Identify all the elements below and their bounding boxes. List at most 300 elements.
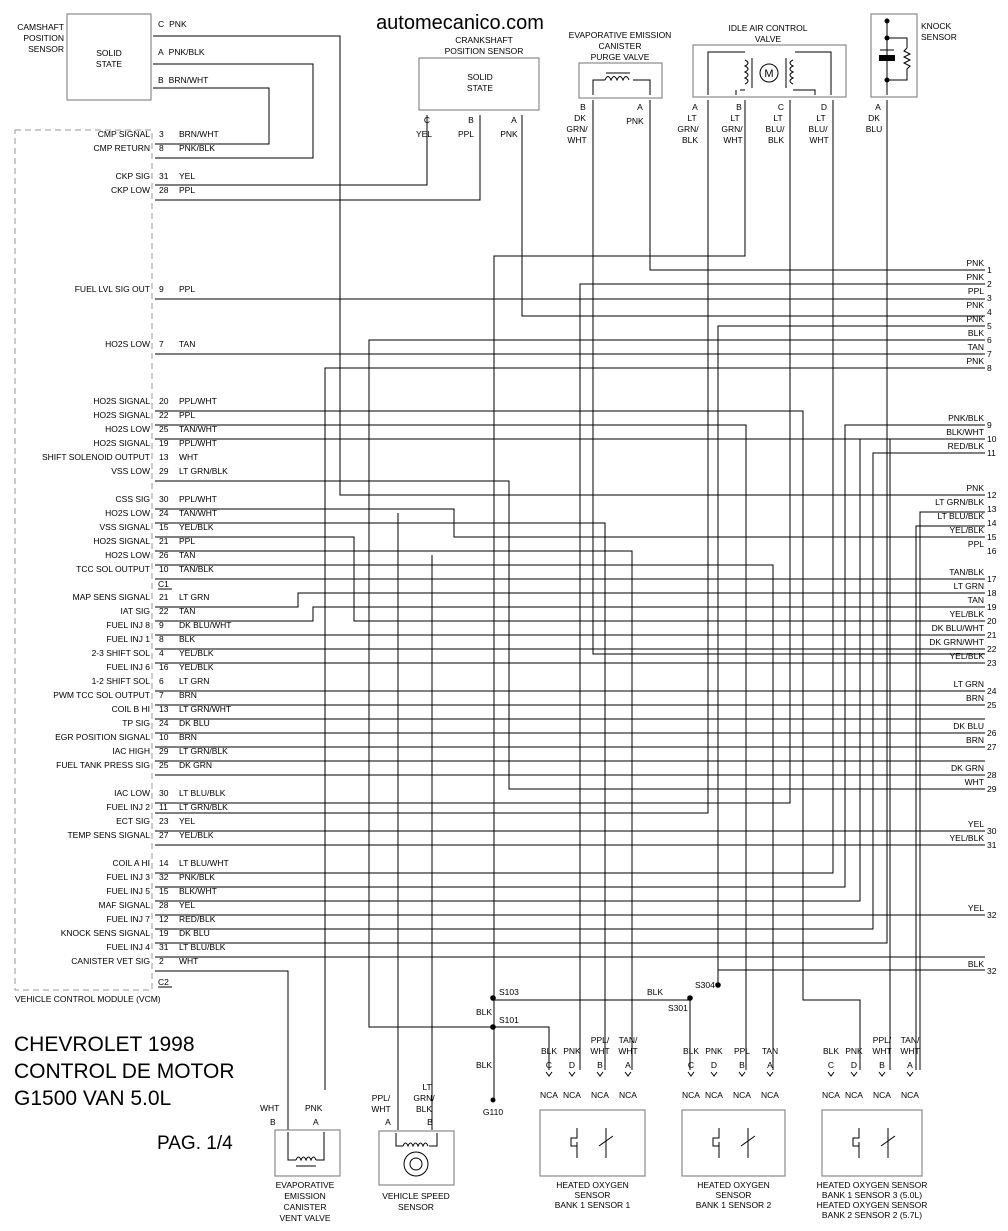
right-wire-number: 31 — [987, 840, 997, 850]
vcm-signal-label: EGR POSITION SIGNAL — [55, 732, 150, 742]
o2-pin-letter: D — [710, 1060, 718, 1070]
vcm-pin-number: 11 — [159, 802, 168, 812]
vcm-signal-label: ECT SIG — [116, 816, 150, 826]
right-wire-color: DK GRN/WHT — [929, 637, 984, 647]
vcm-pin-number: 15 — [159, 886, 169, 896]
iac-color-c-3: BLK — [767, 135, 785, 145]
knock-sensor — [866, 14, 957, 134]
purge-color-b-3: WHT — [567, 135, 587, 145]
o2-nca-label: NCA — [591, 1090, 609, 1100]
vcm-wire-color: LT GRN/BLK — [179, 466, 228, 476]
knock-color-1: DK — [868, 113, 880, 123]
right-wire-number: 21 — [987, 630, 997, 640]
wire — [494, 100, 745, 1000]
right-wire-number: 32 — [987, 910, 997, 920]
purge-name-3: PURGE VALVE — [590, 52, 650, 62]
vcm-wire-color: DK BLU/WHT — [179, 620, 232, 630]
vcm-wire-color: YEL — [179, 900, 196, 910]
right-wire-color: PPL — [967, 286, 984, 296]
right-wire-color: PNK — [966, 314, 984, 324]
splice-s103-dot — [490, 995, 496, 1001]
vcm-signal-label: 1-2 SHIFT SOL — [91, 676, 150, 686]
o2-element-icon — [741, 1128, 755, 1158]
vcm-signal-label: HO2S LOW — [105, 508, 150, 518]
right-wire-number: 30 — [987, 826, 997, 836]
vcm-wire-color: DK GRN — [179, 760, 213, 770]
camshaft-name-1: CAMSHAFT — [17, 22, 64, 32]
vcm-pin-number: 16 — [159, 662, 169, 672]
o2-sensor-name: SENSOR — [715, 1190, 752, 1200]
purge-internal-wiring — [593, 80, 650, 95]
right-wire-color: LT GRN/BLK — [935, 497, 984, 507]
right-wire-color: DK BLU/WHT — [931, 623, 984, 633]
crankshaft-pin-a: A — [511, 115, 517, 125]
o2-element-icon — [599, 1128, 613, 1158]
right-wire-color: PNK — [966, 483, 984, 493]
purge-name-2: CANISTER — [598, 41, 642, 51]
vcm-wire-color: BRN — [179, 732, 197, 742]
vcm-signal-label: HO2S SIGNAL — [93, 396, 150, 406]
vss-name-1: VEHICLE SPEED — [382, 1191, 450, 1201]
splice-s304-label: S304 — [695, 980, 715, 990]
vcm-wire-color: WHT — [179, 956, 199, 966]
vcm-wire-color: TAN/WHT — [179, 424, 218, 434]
vcm-signal-label: HO2S LOW — [105, 550, 150, 560]
vcm-pin-number: 29 — [159, 466, 169, 476]
vcm-pin-number: 9 — [159, 284, 164, 294]
o2-pin-letter: D — [850, 1060, 858, 1070]
o2-nca-label: NCA — [901, 1090, 919, 1100]
vcm-signal-label: MAP SENS SIGNAL — [72, 592, 150, 602]
iac-coil-left-icon — [745, 60, 748, 84]
o2-sensor-name: BANK 1 SENSOR 2 — [695, 1200, 772, 1210]
right-wire-color: BLK — [967, 328, 984, 338]
right-wire-number: 3 — [987, 293, 992, 303]
vcm-wire-color: LT GRN/BLK — [179, 746, 228, 756]
vcm-signal-label: SHIFT SOLENOID OUTPUT — [42, 452, 150, 462]
vcm-pin-number: 22 — [159, 410, 169, 420]
vcm-connector-c2: C2 — [158, 977, 169, 987]
vcm-wire-color: LT GRN/BLK — [179, 802, 228, 812]
vcm-signal-label: VSS SIGNAL — [99, 522, 150, 532]
vent-name-4: VENT VALVE — [279, 1213, 331, 1223]
iac-color-a-2: GRN/ — [677, 124, 699, 134]
o2-pin-letter: B — [597, 1060, 603, 1070]
o2-pin-terminal-icon — [625, 1072, 631, 1076]
o2-nca-label: NCA — [822, 1090, 840, 1100]
vcm-signal-label: FUEL TANK PRESS SIG — [56, 760, 150, 770]
o2-nca-label: NCA — [705, 1090, 723, 1100]
site-watermark: automecanico.com — [376, 12, 544, 34]
vcm-wire-color: BRN/WHT — [179, 129, 219, 139]
vcm-signal-label: IAT SIG — [120, 606, 150, 616]
vcm-wire-color: YEL/BLK — [179, 648, 214, 658]
knock-node-mid — [885, 36, 890, 41]
right-wire-number: 1 — [987, 265, 992, 275]
o2-wire-color: WHT — [872, 1046, 892, 1056]
vcm-signal-label: TCC SOL OUTPUT — [76, 564, 150, 574]
right-wire-number: 9 — [987, 420, 992, 430]
vcm-pin-number: 8 — [159, 143, 164, 153]
title-line-3: G1500 VAN 5.0L — [14, 1087, 172, 1110]
vcm-signal-label: HO2S SIGNAL — [93, 438, 150, 448]
vss-color-a-1: PPL/ — [371, 1093, 391, 1103]
right-wire-color: PNK — [966, 258, 984, 268]
splice-blk-label-lower: BLK — [476, 1060, 493, 1070]
vcm-wire-color: TAN/BLK — [179, 564, 214, 574]
vcm-pin-number: 2 — [159, 956, 164, 966]
heated-oxygen-sensor — [817, 1035, 928, 1220]
wire — [718, 970, 985, 985]
splice-blk-wire-label: BLK — [647, 987, 664, 997]
vcm-pin-number: 10 — [159, 564, 169, 574]
right-wire-color: YEL — [967, 903, 984, 913]
vcm-pin-number: 19 — [159, 438, 169, 448]
vent-box — [275, 1130, 340, 1176]
o2-pin-letter: B — [879, 1060, 885, 1070]
crankshaft-color-c: YEL — [415, 129, 433, 139]
right-wire-number: 22 — [987, 644, 997, 654]
right-wire-number: 6 — [987, 335, 992, 345]
vcm-signal-label: VSS LOW — [111, 466, 150, 476]
o2-sensor-name: SENSOR — [574, 1190, 611, 1200]
o2-wire-color: WHT — [618, 1046, 638, 1056]
camshaft-body-1: SOLID — [96, 48, 122, 58]
vcm-wire-color: TAN — [179, 550, 196, 560]
vcm-wire-color: DK BLU — [179, 718, 210, 728]
iac-color-a-3: BLK — [681, 135, 699, 145]
right-wire-number: 11 — [987, 448, 996, 458]
vcm-wire-color: PNK/BLK — [179, 143, 215, 153]
purge-pin-b: B — [580, 102, 586, 112]
o2-sensor-name: BANK 1 SENSOR 3 (5.0L) — [821, 1190, 923, 1200]
right-harness-labels — [929, 258, 997, 976]
evap-vent-valve — [260, 1103, 340, 1223]
vcm-signal-label: CMP SIGNAL — [97, 129, 150, 139]
vcm-label: VEHICLE CONTROL MODULE (VCM) — [15, 994, 161, 1004]
vss-coil-icon — [403, 1143, 428, 1146]
iac-color-b-2: GRN/ — [721, 124, 743, 134]
vcm-pin-number: 22 — [159, 606, 169, 616]
iac-pin-c: C — [777, 102, 785, 112]
o2-nca-label: NCA — [733, 1090, 751, 1100]
right-wire-color: PNK — [966, 272, 984, 282]
o2-pin-letter: C — [827, 1060, 835, 1070]
iac-pin-b: B — [736, 102, 742, 112]
iac-name-1: IDLE AIR CONTROL — [728, 23, 808, 33]
vcm-signal-label: HO2S SIGNAL — [93, 536, 150, 546]
right-wire-number: 7 — [987, 349, 992, 359]
o2-pin-letter: C — [687, 1060, 695, 1070]
right-wire-color: TAN/BLK — [949, 567, 984, 577]
vcm-wire-color: YEL/BLK — [179, 830, 214, 840]
vcm-signal-label: CKP SIG — [115, 171, 150, 181]
right-wire-number: 4 — [987, 307, 992, 317]
o2-pin-terminal-icon — [907, 1072, 913, 1076]
heated-oxygen-sensor — [682, 1046, 785, 1210]
vcm-signal-label: IAC LOW — [114, 788, 150, 798]
camshaft-body-2: STATE — [95, 59, 123, 69]
vcm-wire-color: PPL/WHT — [179, 494, 217, 504]
o2-pin-terminal-icon — [569, 1072, 575, 1076]
right-wire-number: 19 — [987, 602, 997, 612]
knock-color-2: BLU — [865, 124, 883, 134]
o2-sensor-box — [682, 1110, 785, 1176]
right-wire-color: YEL — [967, 819, 984, 829]
camshaft-position-sensor — [17, 14, 208, 100]
vcm-pin-number: 4 — [159, 648, 164, 658]
vcm-wire-color: WHT — [179, 452, 199, 462]
vcm-pin-number: 24 — [159, 508, 169, 518]
wire — [153, 36, 985, 495]
right-wire-color: PPL — [967, 539, 984, 549]
o2-wire-color: BLK — [540, 1046, 558, 1056]
vcm-signal-label: TEMP SENS SIGNAL — [67, 830, 150, 840]
vcm-pin-number: 30 — [159, 494, 169, 504]
right-wire-color: YEL/BLK — [949, 609, 984, 619]
vss-rotor-hub-icon — [410, 1158, 422, 1170]
camshaft-pin-b: B BRN/WHT — [158, 75, 209, 85]
o2-pin-letter: A — [625, 1060, 631, 1070]
heated-oxygen-sensors — [540, 1035, 927, 1220]
purge-color-b-2: GRN/ — [566, 124, 588, 134]
knock-node-top — [885, 19, 890, 24]
vcm-wire-color: LT GRN — [179, 676, 210, 686]
crankshaft-pin-c: C — [423, 115, 431, 125]
wire — [155, 439, 985, 901]
vcm-signal-label: TP SIG — [122, 718, 150, 728]
vcm-pin-number: 8 — [159, 634, 164, 644]
right-wire-number: 15 — [987, 532, 997, 542]
o2-nca-label: NCA — [761, 1090, 779, 1100]
iac-color-b-1: LT — [730, 113, 740, 123]
right-wire-color: TAN — [967, 595, 984, 605]
knock-pin-a: A — [875, 102, 881, 112]
vent-color-b: WHT — [260, 1103, 280, 1113]
o2-sensor-box — [822, 1110, 922, 1176]
vcm-wire-color: PPL — [179, 536, 196, 546]
knock-name-2: SENSOR — [921, 32, 957, 42]
o2-sensor-name: HEATED OXYGEN — [697, 1180, 770, 1190]
vcm-signal-label: COIL B HI — [111, 704, 150, 714]
o2-pin-terminal-icon — [688, 1072, 694, 1076]
vcm-pin-number: 10 — [159, 732, 169, 742]
vcm-wire-color: YEL/BLK — [179, 662, 214, 672]
o2-wire-color: TAN/ — [618, 1035, 638, 1045]
vcm-pin-number: 7 — [159, 339, 164, 349]
vcm-signal-label: FUEL INJ 7 — [106, 914, 150, 924]
o2-pin-letter: C — [545, 1060, 553, 1070]
vcm-pin-number: 21 — [159, 536, 169, 546]
purge-color-b-1: DK — [574, 113, 586, 123]
right-wire-number: 2 — [987, 279, 992, 289]
vcm-signal-label: PWM TCC SOL OUTPUT — [53, 690, 150, 700]
crankshaft-name-2: POSITION SENSOR — [444, 46, 524, 56]
vcm-signal-label: HO2S LOW — [105, 339, 150, 349]
camshaft-name-3: SENSOR — [28, 44, 64, 54]
wire — [155, 565, 773, 1070]
vcm-pin-number: 31 — [159, 171, 169, 181]
splice-s304-dot — [715, 982, 721, 988]
wire — [155, 439, 890, 1070]
right-wire-number: 18 — [987, 588, 997, 598]
vcm-signal-label: CKP LOW — [110, 185, 150, 195]
vcm-signal-label: FUEL INJ 2 — [106, 802, 150, 812]
purge-name-1: EVAPORATIVE EMISSION — [568, 30, 672, 40]
right-wire-number: 16 — [987, 546, 997, 556]
iac-color-a-1: LT — [687, 113, 697, 123]
vcm-signal-label: FUEL INJ 6 — [106, 662, 150, 672]
vent-color-a: PNK — [305, 1103, 323, 1113]
purge-color-a: PNK — [626, 116, 644, 126]
vcm-wire-color: DK BLU — [179, 928, 210, 938]
o2-pin-terminal-icon — [711, 1072, 717, 1076]
page-label: PAG. 1/4 — [157, 1133, 233, 1154]
vcm-wire-color: PPL — [179, 185, 196, 195]
vcm-terminal-rows — [42, 129, 231, 966]
wire — [580, 284, 985, 1070]
vcm-wire-color: BRN — [179, 690, 197, 700]
o2-wire-color: TAN — [761, 1046, 779, 1056]
o2-nca-label: NCA — [845, 1090, 863, 1100]
right-wire-color: WHT — [964, 777, 984, 787]
vss-color-b-2: GRN/ — [413, 1093, 435, 1103]
vcm-pin-number: 24 — [159, 718, 169, 728]
crankshaft-body-1: SOLID — [467, 72, 493, 82]
vcm-pin-number: 30 — [159, 788, 169, 798]
vss-name-2: SENSOR — [398, 1202, 434, 1212]
vcm-signal-label: 2-3 SHIFT SOL — [91, 648, 150, 658]
title-line-2: CONTROL DE MOTOR — [14, 1060, 235, 1083]
vcm-wire-color: BLK/WHT — [179, 886, 217, 896]
knock-crystal-icon — [879, 55, 895, 61]
vcm-pin-number: 14 — [159, 858, 169, 868]
vcm-wire-color: TAN — [179, 339, 196, 349]
o2-nca-label: NCA — [540, 1090, 558, 1100]
o2-wire-color: WHT — [590, 1046, 610, 1056]
camshaft-name-2: POSITION — [23, 33, 64, 43]
vcm-wire-color: LT BLU/WHT — [179, 858, 229, 868]
vss-pin-a: A — [385, 1117, 391, 1127]
vcm-signal-label: CANISTER VET SIG — [71, 956, 150, 966]
o2-pin-terminal-icon — [546, 1072, 552, 1076]
vcm-pin-number: 23 — [159, 816, 169, 826]
o2-pin-letter: A — [767, 1060, 773, 1070]
vcm-wire-color: LT BLU/BLK — [179, 788, 226, 798]
vcm-signal-label: FUEL INJ 3 — [106, 872, 150, 882]
o2-nca-label: NCA — [563, 1090, 581, 1100]
vcm-wire-color: PPL/WHT — [179, 396, 217, 406]
wire — [522, 115, 985, 316]
right-wire-number: 8 — [987, 363, 992, 373]
crankshaft-color-b: PPL — [457, 129, 475, 139]
vcm-wire-color: LT GRN — [179, 592, 210, 602]
vcm-pin-number: 25 — [159, 760, 169, 770]
right-wire-color: PNK — [966, 300, 984, 310]
vcm-wire-color: PPL — [179, 284, 196, 294]
vent-name-3: CANISTER — [283, 1202, 327, 1212]
vcm-wire-color: PPL/WHT — [179, 438, 217, 448]
vcm-pin-number: 19 — [159, 928, 169, 938]
vcm-pin-number: 31 — [159, 942, 169, 952]
o2-wire-color: PNK — [563, 1046, 581, 1056]
knock-name-1: KNOCK — [921, 21, 952, 31]
o2-wire-color: BLK — [682, 1046, 700, 1056]
title-line-1: CHEVROLET 1998 — [14, 1033, 195, 1056]
o2-wire-color: WHT — [900, 1046, 920, 1056]
right-wire-number: 23 — [987, 658, 997, 668]
vcm-pin-number: 25 — [159, 424, 169, 434]
right-wire-color: BRN — [966, 735, 984, 745]
vcm-pin-number: 3 — [159, 129, 164, 139]
vcm-pin-number: 13 — [159, 704, 169, 714]
vcm-signal-label: KNOCK SENS SIGNAL — [60, 928, 150, 938]
vent-coil-icon — [296, 1157, 316, 1160]
vcm-wire-color: TAN/WHT — [179, 508, 218, 518]
o2-wire-color: PPL — [733, 1046, 751, 1056]
o2-pin-terminal-icon — [597, 1072, 603, 1076]
iac-color-d-1: LT — [816, 113, 826, 123]
iac-motor-label: M — [764, 68, 774, 80]
purge-coil-icon — [605, 77, 629, 81]
o2-wire-color: PNK — [705, 1046, 723, 1056]
vcm-wire-color: PNK/BLK — [179, 872, 215, 882]
o2-heater-icon — [713, 1128, 719, 1158]
o2-wire-color: PPL/ — [872, 1035, 892, 1045]
vehicle-speed-sensor — [371, 1082, 454, 1212]
crankshaft-color-a: PNK — [500, 129, 518, 139]
right-wire-color: BLK — [967, 959, 984, 969]
wire — [916, 526, 985, 1070]
o2-element-icon — [881, 1128, 895, 1158]
o2-heater-icon — [571, 1128, 577, 1158]
vcm-pin-number: 28 — [159, 185, 169, 195]
vcm-wire-color: RED/BLK — [179, 914, 216, 924]
vcm-signal-label: HO2S SIGNAL — [93, 410, 150, 420]
right-wire-color: BRN — [966, 693, 984, 703]
o2-pin-terminal-icon — [767, 1072, 773, 1076]
right-wire-number: 28 — [987, 770, 997, 780]
vcm-pin-number: 29 — [159, 746, 169, 756]
vcm-connector-c1: C1 — [158, 579, 169, 589]
o2-pin-terminal-icon — [851, 1072, 857, 1076]
crankshaft-name-1: CRANKSHAFT — [455, 35, 513, 45]
purge-valve — [566, 30, 671, 145]
iac-color-b-3: WHT — [723, 135, 743, 145]
o2-sensor-name: HEATED OXYGEN — [556, 1180, 629, 1190]
crankshaft-position-sensor — [416, 35, 539, 139]
right-wire-number: 13 — [987, 504, 997, 514]
splice-s301-dot — [687, 995, 693, 1001]
right-wire-color: YEL/BLK — [949, 833, 984, 843]
vss-color-b-1: LT — [422, 1082, 432, 1092]
vcm-pin-number: 20 — [159, 396, 169, 406]
right-wire-number: 32 — [987, 966, 997, 976]
right-wire-color: DK BLU — [953, 721, 984, 731]
o2-wire-color: PNK — [845, 1046, 863, 1056]
vcm-signal-label: FUEL INJ 4 — [106, 942, 150, 952]
vcm-pin-number: 21 — [159, 592, 169, 602]
vcm-pin-number: 32 — [159, 872, 169, 882]
right-wire-number: 17 — [987, 574, 997, 584]
iac-color-c-2: BLU/ — [765, 124, 785, 134]
o2-heater-icon — [853, 1128, 859, 1158]
wire — [155, 100, 887, 943]
right-wire-number: 14 — [987, 518, 997, 528]
crankshaft-pin-b: B — [468, 115, 474, 125]
right-wire-number: 12 — [987, 490, 997, 500]
vcm-signal-label: HO2S LOW — [105, 424, 150, 434]
